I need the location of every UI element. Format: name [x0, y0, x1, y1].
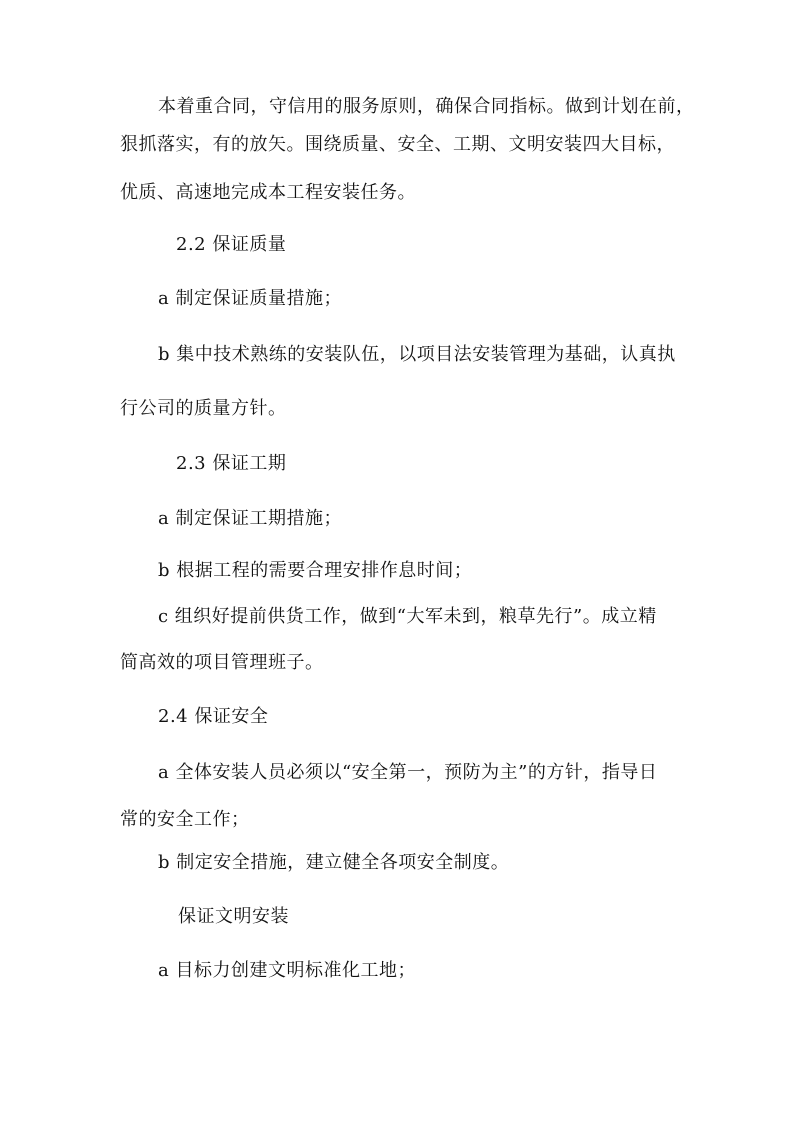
- intro-paragraph-line-1: 本着重合同，守信用的服务原则，确保合同指标。做到计划在前，: [158, 96, 695, 117]
- section-heading-quality: 2.2 保证质量: [176, 234, 287, 255]
- schedule-item-c-line-1: c 组织好提前供货工作，做到“大军未到，粮草先行”。成立精: [158, 606, 657, 627]
- schedule-item-b: b 根据工程的需要合理安排作息时间；: [158, 560, 473, 581]
- civilized-item-a: a 目标力创建文明标准化工地；: [158, 960, 416, 981]
- section-heading-safety: 2.4 保证安全: [158, 706, 269, 727]
- quality-item-b-line-1: b 集中技术熟练的安装队伍，以项目法安装管理为基础，认真执: [158, 344, 676, 365]
- intro-paragraph-line-2: 狠抓落实，有的放矢。围绕质量、安全、工期、文明安装四大目标，: [120, 134, 675, 155]
- safety-item-a-line-2: 常的安全工作；: [120, 809, 250, 830]
- safety-item-b: b 制定安全措施，建立健全各项安全制度。: [158, 852, 510, 873]
- quality-item-b-line-2: 行公司的质量方针。: [120, 398, 287, 419]
- quality-item-a: a 制定保证质量措施；: [158, 288, 342, 309]
- schedule-item-a: a 制定保证工期措施；: [158, 508, 342, 529]
- schedule-item-c-line-2: 简高效的项目管理班子。: [120, 652, 324, 673]
- safety-item-a-line-1: a 全体安装人员必须以“安全第一，预防为主”的方针，指导日: [158, 762, 658, 783]
- section-heading-civilized: 保证文明安装: [178, 906, 289, 927]
- intro-paragraph-line-3: 优质、高速地完成本工程安装任务。: [120, 182, 416, 203]
- section-heading-schedule: 2.3 保证工期: [176, 453, 287, 474]
